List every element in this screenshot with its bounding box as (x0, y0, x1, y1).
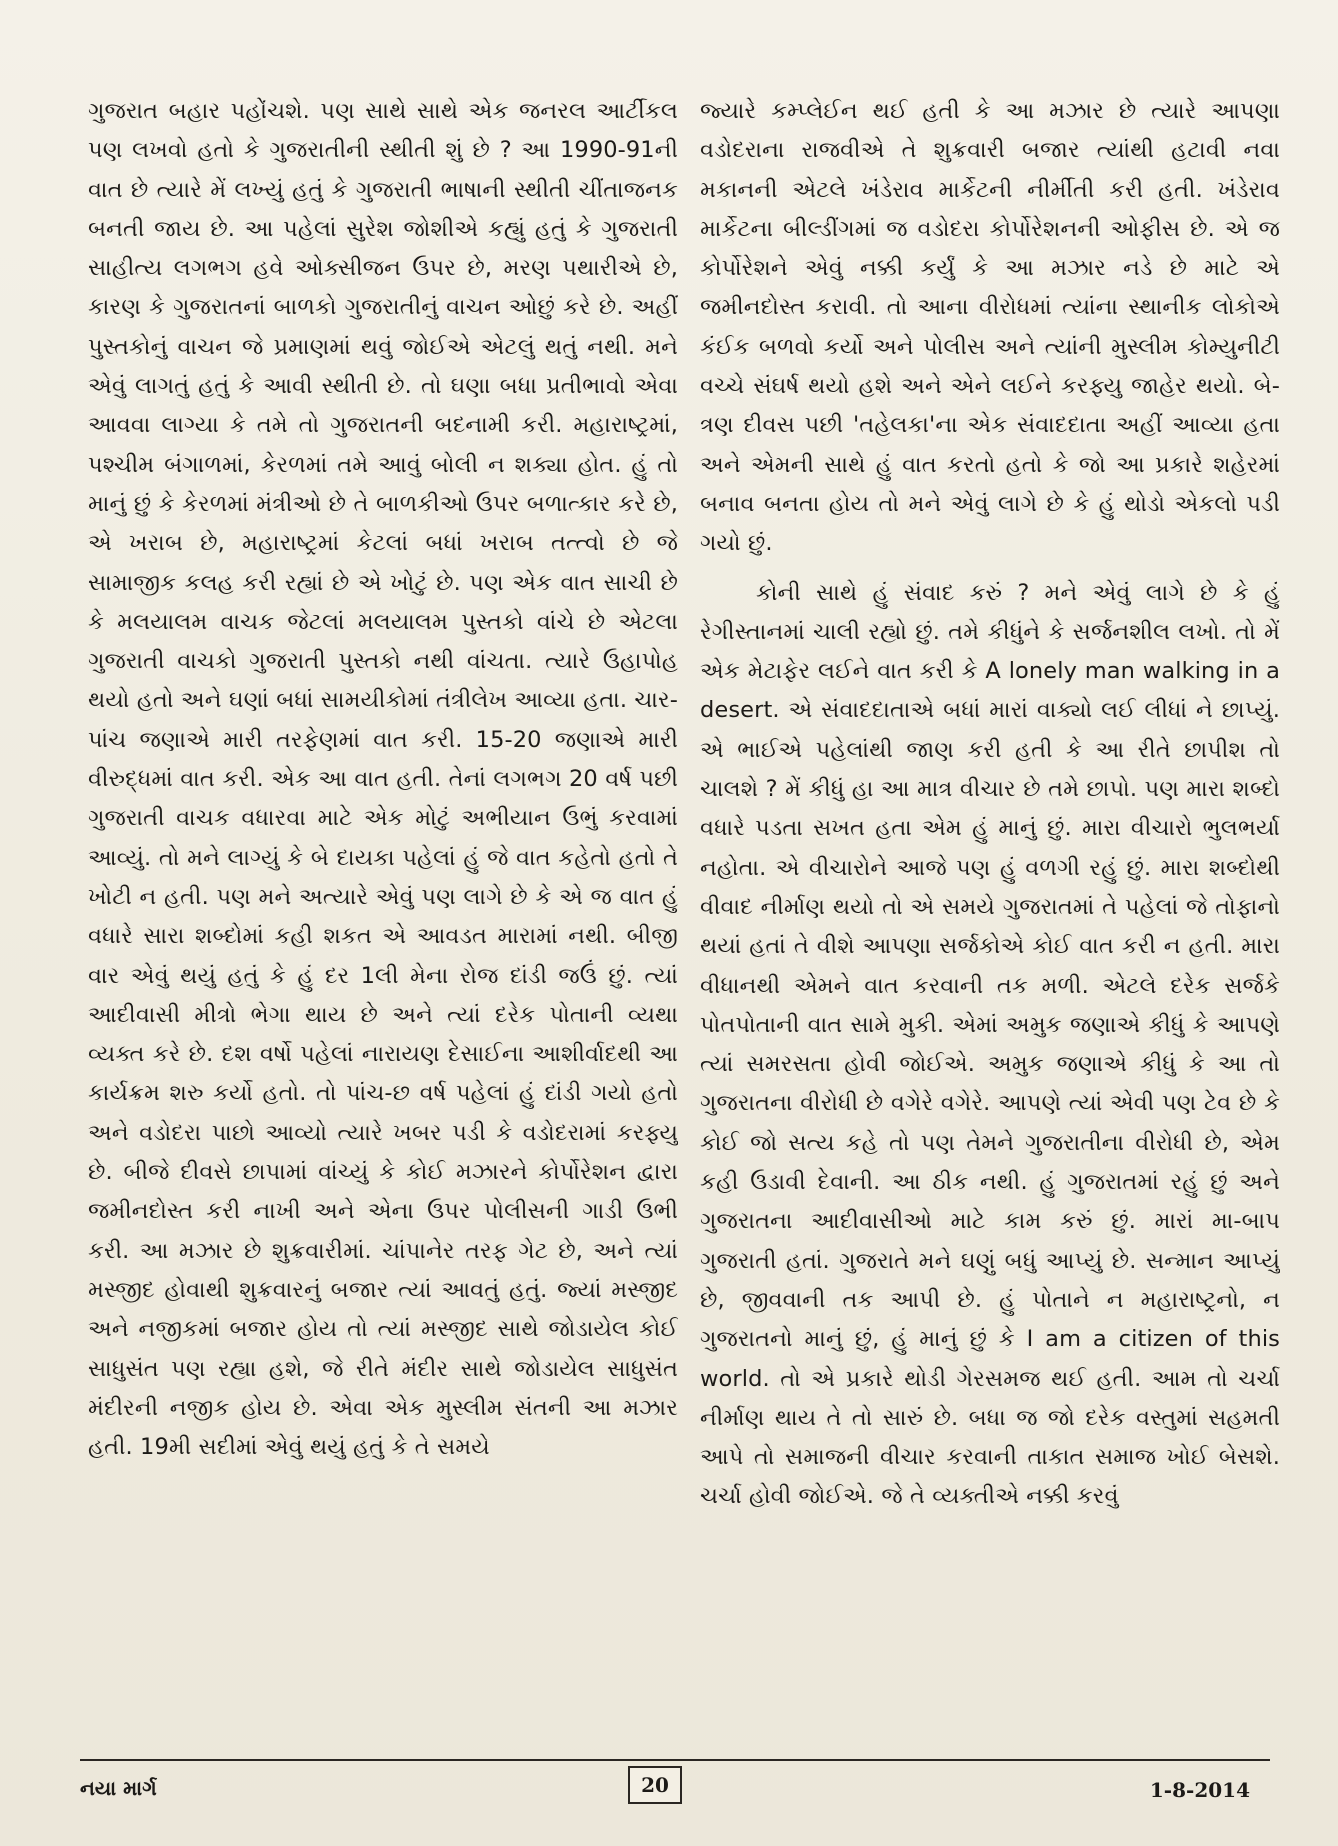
right-paragraph-2: કોની સાથે હું સંવાદ કરું ? મને એવું લાગે છે કે હું રેગીસ્તાનમાં ચાલી રહ્યો છું. તમે કીધુંને કે સર્જનશીલ લખો. તો મેં એક મેટાફેર લઈને વાત કરી કે A lonely man walking in a desert. એ સંવાદદાતાએ બધાં મારાં વાક્યો લઈ લીધાં ને છાપ્યું. એ ભાઈએ પહેલાંથી જાણ કરી હતી કે આ રીતે છાપીશ તો ચાલશે ? મેં કીધું હા આ માત્ર વીચાર છે તમે છાપો. પણ મારા શબ્દો વધારે પડતા સખત હતા એમ હું માનું છું. મારા વીચારો ભુલભર્યા નહોતા. એ વીચારોને આજે પણ હું વળગી રહું છું. મારા શબ્દોથી વીવાદ નીર્માણ થયો તો એ સમયે ગુજરાતમાં તે પહેલાં જે તોફાનો થયાં હતાં તે વીશે આપણા સર્જકોએ કોઈ વાત કરી ન હતી. મારા વીધાનથી એમને વાત કરવાની તક મળી. એટલે દરેક સર્જકે પોતપોતાની વાત સામે મુકી. એમાં અમુક જણાએ કીધું કે આપણે ત્યાં સમરસતા હોવી જોઈએ. અમુક જણાએ કીધું કે આ તો ગુજરાતના વીરોધી છે વગેરે વગેરે. આપણે ત્યાં એવી પણ ટેવ છે કે કોઈ જો સત્ય કહે તો પણ તેમને ગુજરાતીના વીરોધી છે, એમ કહી ઉડાવી દેવાની. આ ઠીક નથી. હું ગુજરાતમાં રહું છું અને ગુજરાતના આદીવાસીઓ માટે કામ કરું છું. મારાં મા-બાપ ગુજરાતી હતાં. ગુજરાતે મને ઘણું બધું આપ્યું છે. સન્માન આપ્યું છે, જીવવાની તક આપી છે. હું પોતાને ન મહારાષ્ટ્રનો, ન ગુજરાતનો માનું છું, હું માનું છું કે I am a citizen of this world. તો એ પ્રકારે થોડી ગેરસમજ થઈ હતી. આમ તો ચર્ચા નીર્માણ થાય તે તો સારું છે. બધા જ જો દરેક વસ્તુમાં સહમતી આપે તો સમાજની વીચાર કરવાની તાકાત સમાજ ખોઈ બેસશે. ચર્ચા હોવી જોઈએ. જે તે વ્યક્તીએ નક્કી કરવું (700, 579, 1280, 1510)
left-text-column (88, 92, 678, 1792)
right-paragraph-1: જ્યારે કમ્પ્લેઈન થઈ હતી કે આ મઝાર છે ત્યારે આપણા વડોદરાના રાજવીએ તે શુક્રવારી બજાર ત્યાંથી હટાવી નવા મકાનની એટલે ખંડેરાવ માર્કેટની નીર્મીતી કરી હતી. ખંડેરાવ માર્કેટના બીલ્ડીંગમાં જ વડોદરા કોર્પોરેશનની ઓફીસ છે. એ જ કોર્પોરેશને એવું નક્કી કર્યું કે આ મઝાર નડે છે માટે એ જમીનદોસ્ત કરાવી. તો આના વીરોધમાં ત્યાંના સ્થાનીક લોકોએ કંઈક બળવો કર્યો અને પોલીસ અને ત્યાંની મુસ્લીમ કોમ્યુનીટી વચ્ચે સંઘર્ષ થયો હશે અને એને લઈને કરફ્યુ જાહેર થયો. બે-ત્રણ દીવસ પછી 'તહેલકા'ના એક સંવાદદાતા અહીં આવ્યા હતા અને એમની સાથે હું વાત કરતો હતો કે જો આ પ્રકારે શહેરમાં બનાવ બનતા હોય તો મને એવું લાગે છે કે હું થોડો એકલો પડી ગયો છું. (700, 98, 1280, 557)
left-paragraph-1: ગુજરાત બહાર પહોંચશે. પણ સાથે સાથે એક જનરલ આર્ટીકલ પણ લખવો હતો કે ગુજરાતીની સ્થીતી શું છે ? આ 1990-91ની વાત છે ત્યારે મેં લખ્યું હતું કે ગુજરાતી ભાષાની સ્થીતી ચીંતાજનક બનતી જાય છે. આ પહેલાં સુરેશ જોશીએ કહ્યું હતું કે ગુજરાતી સાહીત્ય લગભગ હવે ઓક્સીજન ઉપર છે, મરણ પથારીએ છે, કારણ કે ગુજરાતનાં બાળકો ગુજરાતીનું વાચન ઓછું કરે છે. અહીં પુસ્તકોનું વાચન જે પ્રમાણમાં થવું જોઈએ એટલું થતું નથી. મને એવું લાગતું હતું કે આવી સ્થીતી છે. તો ઘણા બધા પ્રતીભાવો એવા આવવા લાગ્યા કે તમે તો ગુજરાતની બદનામી કરી. મહારાષ્ટ્રમાં, પશ્ચીમ બંગાળમાં, કેરળમાં તમે આવું બોલી ન શક્યા હોત. હું તો માનું છું કે કેરળમાં મંત્રીઓ છે તે બાળકીઓ ઉપર બળાત્કાર કરે છે, એ ખરાબ છે, મહારાષ્ટ્રમાં કેટલાં બધાં ખરાબ તત્ત્વો છે જે સામાજીક કલહ કરી રહ્યાં છે એ ખોટું છે. પણ એક વાત સાચી છે કે મલયાલમ વાચક જેટલાં મલયાલમ પુસ્તકો વાંચે છે એટલા ગુજરાતી વાચકો ગુજરાતી પુસ્તકો નથી વાંચતા. ત્યારે ઉહાપોહ થયો હતો અને ઘણાં બધાં સામયીકોમાં તંત્રીલેખ આવ્યા હતા. ચાર-પાંચ જણાએ મારી તરફેણમાં વાત કરી. 15-20 જણાએ મારી વીરુદ્ધમાં વાત કરી. એક આ વાત હતી. તેનાં લગભગ 20 વર્ષ પછી ગુજરાતી વાચક વધારવા માટે એક મોટું અભીયાન ઉભું કરવામાં આવ્યું. તો મને લાગ્યું કે બે દાયકા પહેલાં હું જે વાત કહેતો હતો તે ખોટી ન હતી. પણ મને અત્યારે એવું પણ લાગે છે કે એ જ વાત હું વધારે સારા શબ્દોમાં કહી શકત એ આવડત મારામાં નથી. બીજી વાર એવું થયું હતું કે હું દર 1લી મેના રોજ દાંડી જઉં છું. ત્યાં આદીવાસી મીત્રો ભેગા થાય છે અને ત્યાં દરેક પોતાની વ્યથા વ્યક્ત કરે છે. દશ વર્ષો પહેલાં નારાયણ દેસાઈના આશીર્વાદથી આ કાર્યક્રમ શરુ કર્યો હતો. તો પાંચ-છ વર્ષ પહેલાં હું દાંડી ગયો હતો અને વડોદરા પાછો આવ્યો ત્યારે ખબર પડી કે વડોદરામાં કરફ્યુ છે. બીજે દીવસે છાપામાં વાંચ્યું કે કોઈ મઝારને કોર્પોરેશન દ્વારા જમીનદોસ્ત કરી નાખી અને એના ઉપર પોલીસની ગાડી ઉભી કરી. આ મઝાર છે શુક્રવારીમાં. ચાંપાનેર તરફ ગેટ છે, અને ત્યાં મસ્જીદ હોવાથી શુક્રવારનું બજાર ત્યાં આવતું હતું. જ્યાં મસ્જીદ અને નજીકમાં બજાર હોય તો ત્યાં મસ્જીદ સાથે જોડાયેલ કોઈ સાધુસંત પણ રહ્યા હશે, જે રીતે મંદીર સાથે જોડાયેલ સાધુસંત મંદીરની નજીક હોય છે. એવા એક મુસ્લીમ સંતની આ મઝાર હતી. 19મી સદીમાં એવું થયું હતું કે તે સમયે (88, 98, 678, 1461)
issue-date: 1-8-2014 (1149, 1778, 1250, 1802)
right-text-column (700, 92, 1280, 1792)
page-number: 20 (628, 1766, 682, 1804)
footer-divider (80, 1759, 1270, 1761)
publication-name: નયા માર્ગ (80, 1776, 157, 1800)
